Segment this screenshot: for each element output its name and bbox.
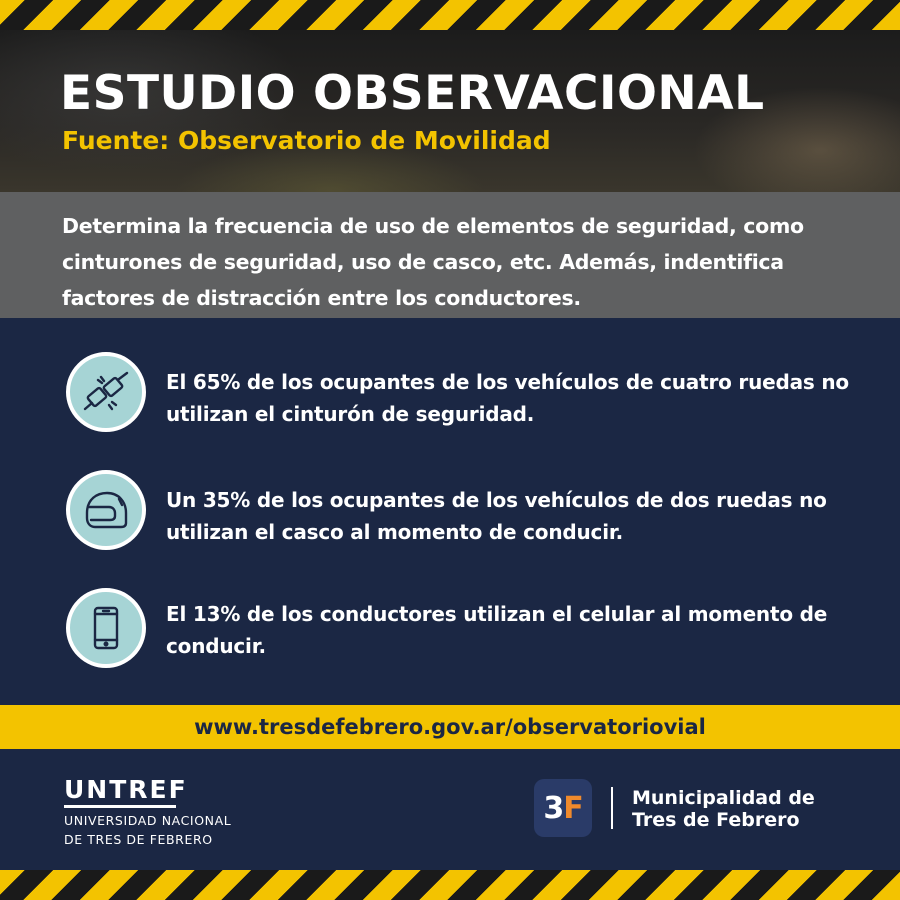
stat-seatbelt bbox=[0, 352, 900, 442]
untref-logo: UNTREF bbox=[64, 775, 188, 804]
stat-text-seatbelt: El 65% de los ocupantes de los vehículos de cuatro ruedas no utilizan el cinturón de seguridad. bbox=[166, 370, 849, 426]
website-link[interactable]: www.tresdefebrero.gov.ar/observatoriovial bbox=[194, 715, 706, 739]
header-banner bbox=[0, 30, 900, 192]
municipality-name-line2: Tres de Febrero bbox=[632, 809, 800, 831]
smartphone-icon bbox=[66, 588, 146, 668]
badge-letter: F bbox=[563, 790, 583, 826]
page-title: ESTUDIO OBSERVACIONAL bbox=[60, 66, 765, 121]
municipality-logo-badge bbox=[534, 779, 592, 837]
intro-section bbox=[0, 192, 900, 318]
badge-digit: 3 bbox=[543, 790, 564, 826]
seatbelt-icon bbox=[66, 352, 146, 432]
untref-name-line1: UNIVERSIDAD NACIONAL bbox=[64, 813, 232, 828]
municipality-name bbox=[632, 787, 852, 831]
untref-name bbox=[64, 811, 304, 849]
stat-phone bbox=[0, 588, 900, 678]
stat-helmet bbox=[0, 470, 900, 560]
helmet-icon bbox=[66, 470, 146, 550]
footer bbox=[0, 749, 900, 870]
website-banner bbox=[0, 705, 900, 749]
stat-text-phone: El 13% de los conductores utilizan el celular al momento de conducir. bbox=[166, 602, 828, 658]
logo-divider bbox=[611, 787, 613, 829]
untref-name-line2: DE TRES DE FEBRERO bbox=[64, 832, 213, 847]
municipality-name-line1: Municipalidad de bbox=[632, 787, 815, 809]
hazard-stripe-top bbox=[0, 0, 900, 30]
source-subtitle: Fuente: Observatorio de Movilidad bbox=[62, 126, 551, 155]
stats-section bbox=[0, 318, 900, 700]
intro-text: Determina la frecuencia de uso de elementos de seguridad, como cinturones de seguridad, uso de casco, etc. Además, indentifica factores de distracción entre los conductores. bbox=[62, 214, 804, 310]
untref-logo-underline bbox=[64, 805, 176, 808]
stat-text-helmet: Un 35% de los ocupantes de los vehículos de dos ruedas no utilizan el casco al momento de conducir. bbox=[166, 488, 827, 544]
hazard-stripe-bottom bbox=[0, 870, 900, 900]
